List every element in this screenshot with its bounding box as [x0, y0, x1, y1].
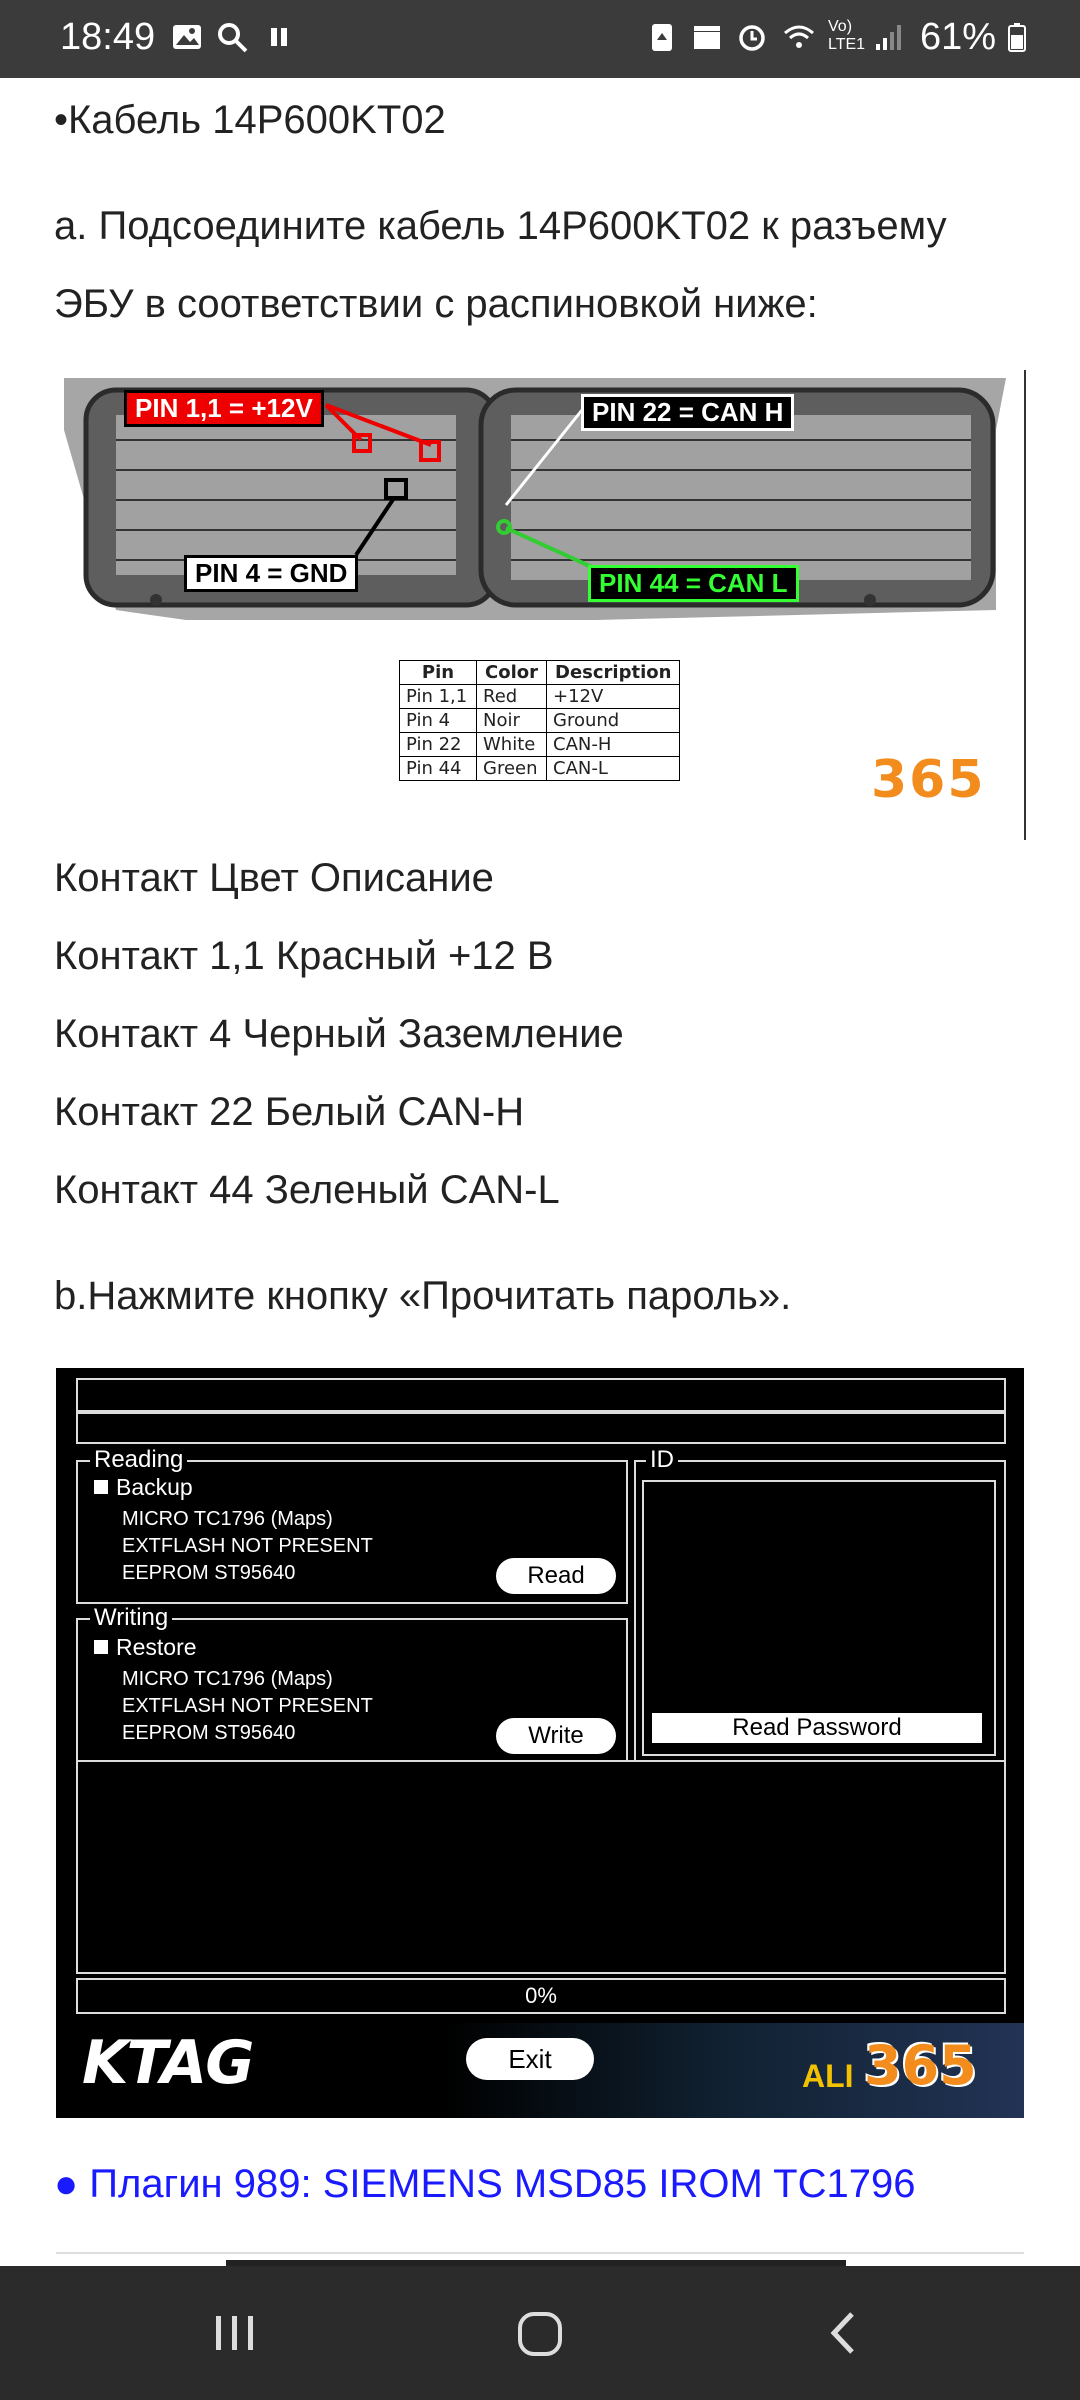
- pin-table: [399, 660, 680, 781]
- reading-label: Reading: [90, 1446, 187, 1474]
- log-area: [76, 1760, 1006, 1974]
- clapper-icon: [690, 20, 724, 54]
- pin4-callout: PIN 4 = GND: [184, 555, 358, 592]
- row-header: Контакт Цвет Описание: [54, 856, 494, 900]
- read-password-button[interactable]: Read Password: [652, 1713, 982, 1743]
- partner-logo: ALI: [802, 2058, 854, 2094]
- ktag-field-1: [76, 1378, 1006, 1412]
- step-a-line1: a. Подсоедините кабель 14P600KT02 к разъему: [54, 204, 947, 248]
- signal-icon: [872, 20, 906, 54]
- pin-cell: Pin 4: [400, 709, 477, 733]
- battery-icon: [1000, 20, 1034, 54]
- table-row: [400, 685, 680, 709]
- pin-table-header: Color: [477, 661, 547, 685]
- writing-option[interactable]: EXTFLASH NOT PRESENT: [122, 1695, 373, 1717]
- row-pin22: Контакт 22 Белый CAN-H: [54, 1090, 525, 1134]
- pin-cell: Pin 1,1: [400, 685, 477, 709]
- write-button[interactable]: Write: [496, 1718, 616, 1754]
- pin-table-header: Description: [547, 661, 680, 685]
- description-cell: +12V: [547, 685, 680, 709]
- backup-label: Backup: [116, 1474, 193, 1500]
- restore-label: Restore: [116, 1634, 197, 1660]
- color-cell: Red: [477, 685, 547, 709]
- cable-heading: •Кабель 14P600KT02: [54, 98, 446, 142]
- description-cell: CAN-L: [547, 757, 680, 781]
- table-row: [400, 709, 680, 733]
- row-pin4: Контакт 4 Черный Заземление: [54, 1012, 624, 1056]
- description-cell: CAN-H: [547, 733, 680, 757]
- recycle-icon: [645, 20, 679, 54]
- table-row: [400, 733, 680, 757]
- exit-button[interactable]: Exit: [466, 2038, 594, 2080]
- brand-logo: 365: [864, 2034, 977, 2097]
- writing-option[interactable]: EEPROM ST95640: [122, 1722, 296, 1744]
- writing-label: Writing: [90, 1604, 172, 1632]
- table-row: [400, 757, 680, 781]
- alarm-icon: [735, 20, 769, 54]
- search-icon: [215, 20, 249, 54]
- battery-percent: 61%: [920, 16, 997, 58]
- gallery-icon: [170, 20, 204, 54]
- color-cell: Noir: [477, 709, 547, 733]
- pause-icon: [262, 20, 296, 54]
- color-cell: Green: [477, 757, 547, 781]
- ecu-pinout-image: [56, 370, 1026, 840]
- id-label: ID: [646, 1446, 678, 1474]
- writing-option[interactable]: MICRO TC1796 (Maps): [122, 1668, 333, 1690]
- clock: 18:49: [60, 16, 156, 58]
- ktag-logo: KTAG: [82, 2028, 253, 2098]
- row-pin44: Контакт 44 Зеленый CAN-L: [54, 1168, 560, 1212]
- pin11-callout: PIN 1,1 = +12V: [124, 390, 324, 427]
- reading-option[interactable]: EEPROM ST95640: [122, 1562, 296, 1584]
- pin-table-header: Pin: [400, 661, 477, 685]
- restore-checkbox[interactable]: [94, 1640, 108, 1654]
- recent-apps-icon[interactable]: [210, 2308, 260, 2358]
- reading-option[interactable]: EXTFLASH NOT PRESENT: [122, 1535, 373, 1557]
- status-bar: [0, 0, 1080, 78]
- ktag-field-2: [76, 1412, 1006, 1444]
- row-pin11: Контакт 1,1 Красный +12 В: [54, 934, 554, 978]
- description-cell: Ground: [547, 709, 680, 733]
- reading-option[interactable]: MICRO TC1796 (Maps): [122, 1508, 333, 1530]
- home-icon[interactable]: [512, 2306, 568, 2362]
- step-b: b.Нажмите кнопку «Прочитать пароль».: [54, 1274, 792, 1318]
- read-button[interactable]: Read: [496, 1558, 616, 1594]
- backup-checkbox[interactable]: [94, 1480, 108, 1494]
- wifi-icon: [782, 20, 816, 54]
- network-label: Vo) LTE1: [828, 18, 866, 53]
- navigation-bar: [0, 2266, 1080, 2400]
- ktag-screenshot: [56, 1368, 1024, 2118]
- plugin-link[interactable]: ● Плагин 989: SIEMENS MSD85 IROM TC1796: [54, 2162, 916, 2206]
- pin22-callout: PIN 22 = CAN H: [581, 394, 794, 431]
- pin-cell: Pin 44: [400, 757, 477, 781]
- color-cell: White: [477, 733, 547, 757]
- progress-bar: 0%: [76, 1978, 1006, 2014]
- pin-cell: Pin 22: [400, 733, 477, 757]
- pin44-callout: PIN 44 = CAN L: [588, 565, 799, 602]
- brand-logo: 365: [871, 750, 986, 810]
- step-a-line2: ЭБУ в соответствии с распиновкой ниже:: [54, 282, 818, 326]
- back-icon[interactable]: [820, 2308, 870, 2358]
